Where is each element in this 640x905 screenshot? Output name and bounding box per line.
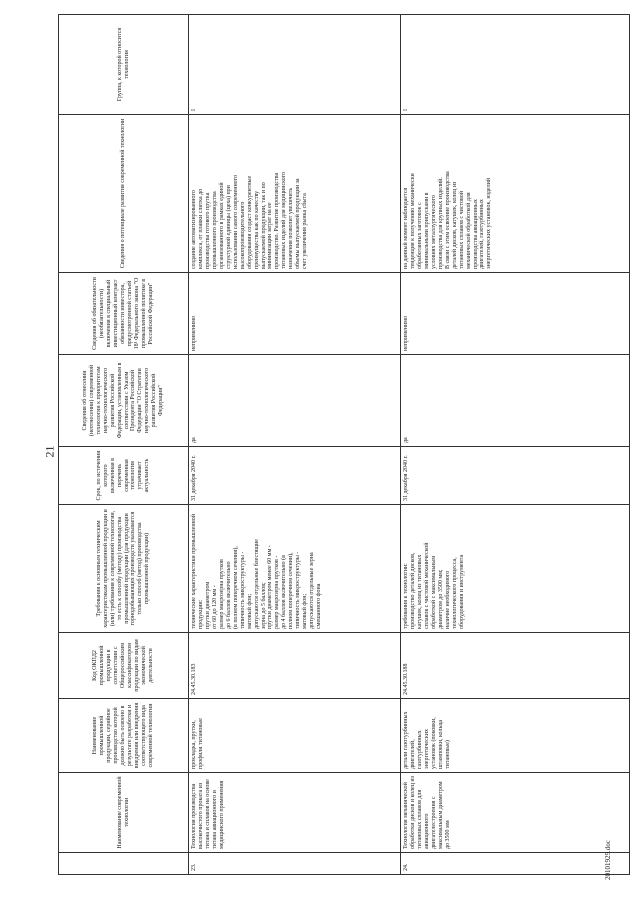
technology-group: I [401,15,630,115]
header-potential: Сведения о потенциале развития современной технологии [59,115,189,273]
okpd2-code: 24.45.30.183 [189,633,401,699]
technology-name: Технология производства высокочистого проката из титана и сплавов на основе титана авиационного и медицинского применения [189,773,401,853]
okpd2-code: 24.45.30.188 [401,633,630,699]
row-number: 23. [189,853,401,875]
row-number: 24. [401,853,630,875]
header-requirements: Требования к основным техническим характеристикам промышленной продукции и (или) требования к современной технологии, то есть к способу (методу) производства промышленной продукции (для продукции горнодобывающих производств указывается только способ (метод) производства промышленной продукции) [59,505,189,633]
relevance-term: 31 декабря 2040 г. [401,447,630,505]
header-technology: Наименование современной технологии [59,773,189,853]
table-row [401,15,630,875]
rotated-table-container [58,15,630,875]
technology-name: Технология механической обработки дисков и колец из титановых сплавов для авиационного двигателестроения с максимальным диаметром до 3500 мм [401,773,630,853]
product-name: прокладка, прутки, профили титановые [189,699,401,773]
table-row [189,15,401,875]
header-code: Код ОКПД2 промышленной продукции в соответствии с Общероссийским классификатором продукции по видам экономической деятельности [59,633,189,699]
technology-group: I [189,15,401,115]
header-term: Срок, по истечении которого включенная в перечень современная технология утрачивает актуальность [59,447,189,505]
header-priority: Сведения об отнесении (неотнесении) современной технологии к приоритетам научно-технологического развития Российской Федерации, установленным в соответствии с Указом Президента Российской Федерации "О Стратегии научно-технологического развития Российской Федерации" [59,355,189,447]
development-potential: создание автоматизированного комплекса, от плавки слитка до производства готового прутка промышленного производства организованного в рамках единой структурной единицы (цеха) при использовании самого современного высокопроизводительного оборудования создаст конкурентные преимущества как по качеству выпускаемой продукции, так и по минимизации затрат на ее производство. Развитие производства титановых изделий для медицинского назначения позволит увеличить объемы выпускаемой продукции за счет увеличения рынка сбыта [189,115,401,273]
obligation-status: неприменимо [189,273,401,355]
development-potential: на данный момент наблюдается тенденция к получению механически обработанных заготовок с минимальными припусками в условиях металлургического производства для крупных изделий. В связи с этим освоение производства деталей дисков, катушек, колец из титановых сплавов с чистовой механической обработкой для производства авиационных двигателей, газотурбинных энергетических установок, изделий [401,115,630,273]
relevance-term: 31 декабря 2040 г. [189,447,401,505]
header-obligation: Сведения об обязательности (необязательности) включения в специальный инвестиционный контракт обязанности инвестора, предусмотренной статьей 18¹ Федерального закона "О промышленной политике в Российской Федерации" [59,273,189,355]
page-number: 21 [42,445,57,458]
technology-table [58,14,630,875]
product-name: детали газотурбинных двигателей, газотурбинных энергетических установок (поковки, штамповки, кольца титановые) [401,699,630,773]
header-product: Наименование промышленной продукции, серийное производство которой должно быть освоено в результате разработки и внедрения или внедрения соответствующего вида современной технологии [59,699,189,773]
header-row [59,15,189,875]
header-group: Группа, к которой относится технология [59,15,189,115]
obligation-status: неприменимо [401,273,630,355]
priority-status: да [189,355,401,447]
document-filename: 20101929.doc [604,840,612,880]
header-num [59,853,189,875]
priority-status: да [401,355,630,447]
requirements: требования к технологии: производство деталей дисков, катушек, колец из титановых сплавов с чистовой механической обработкой с максимальным диаметром до 3500 мм; наличие необходимого технологического процесса, оборудования и инструмента [401,505,630,633]
requirements: технические характеристики промышленной продукции: прутки диаметром от 60 до 120 мм - размер макрозерна прутков до 6 баллов включительно (в полном поперечном сечении), типичность микроструктуры - матовый фон; допускаются отдельные блестящие зерна до 5 баллов; прутки диаметром менее 60 мм - размер макрозерна прутков - до 4 баллов включительно (в полном поперечном сечении), типичность микроструктуры - матовый фон; допускаются отдельные зерна смешанного фона [189,505,401,633]
